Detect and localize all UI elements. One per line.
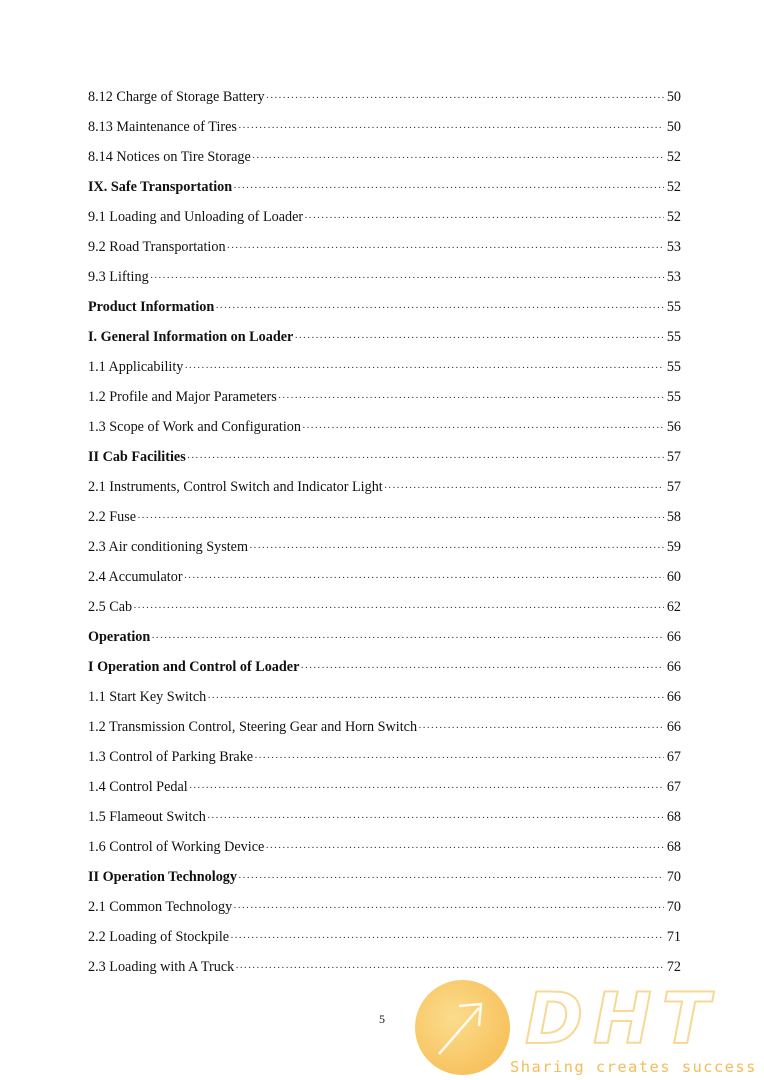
dot-leader bbox=[137, 503, 664, 533]
arrow-logo-icon bbox=[415, 980, 510, 1075]
toc-entry-page: 52 bbox=[666, 179, 681, 195]
toc-entry[interactable] bbox=[88, 82, 681, 112]
toc-entry-label: 8.12 Charge of Storage Battery bbox=[88, 89, 265, 105]
dot-leader bbox=[151, 623, 664, 653]
toc-entry-page: 50 bbox=[666, 89, 681, 105]
toc-entry-label: Operation bbox=[88, 629, 151, 645]
toc-entry-page: 57 bbox=[666, 449, 681, 465]
toc-entry[interactable] bbox=[88, 862, 681, 892]
toc-entry-label: 1.3 Scope of Work and Configuration bbox=[88, 419, 301, 435]
dot-leader bbox=[252, 143, 664, 173]
toc-entry-label: 2.1 Instruments, Control Switch and Indicator Light bbox=[88, 479, 383, 495]
watermark bbox=[415, 978, 764, 1080]
dot-leader bbox=[418, 713, 664, 743]
toc-entry-label: 2.1 Common Technology bbox=[88, 899, 233, 915]
toc-entry[interactable] bbox=[88, 142, 681, 172]
toc-entry-page: 62 bbox=[666, 599, 681, 615]
toc-entry[interactable] bbox=[88, 202, 681, 232]
dot-leader bbox=[184, 563, 664, 593]
toc-entry-page: 66 bbox=[666, 719, 681, 735]
dot-leader bbox=[150, 263, 664, 293]
dot-leader bbox=[187, 443, 664, 473]
toc-entry[interactable] bbox=[88, 382, 681, 412]
page-number: 5 bbox=[379, 1012, 385, 1026]
toc-entry-label: 2.5 Cab bbox=[88, 599, 133, 615]
toc-entry-page: 50 bbox=[666, 119, 681, 135]
toc-entry[interactable] bbox=[88, 682, 681, 712]
toc-entry-label: 1.2 Transmission Control, Steering Gear and Horn Switch bbox=[88, 719, 418, 735]
dot-leader bbox=[278, 383, 664, 413]
toc-entry[interactable] bbox=[88, 742, 681, 772]
toc-entry-label: 2.2 Fuse bbox=[88, 509, 137, 525]
dot-leader bbox=[265, 833, 664, 863]
dot-leader bbox=[184, 353, 664, 383]
toc-entry-label: 1.1 Start Key Switch bbox=[88, 689, 207, 705]
toc-entry-label: 8.13 Maintenance of Tires bbox=[88, 119, 237, 135]
toc-entry-page: 66 bbox=[666, 689, 681, 705]
toc-entry-label: 2.3 Air conditioning System bbox=[88, 539, 249, 555]
toc-entry-page: 57 bbox=[666, 479, 681, 495]
dot-leader bbox=[266, 83, 664, 113]
toc-entry-page: 55 bbox=[666, 389, 681, 405]
toc-entry-label: 1.6 Control of Working Device bbox=[88, 839, 265, 855]
toc-entry[interactable] bbox=[88, 562, 681, 592]
toc-entry[interactable] bbox=[88, 502, 681, 532]
toc-entry[interactable] bbox=[88, 622, 681, 652]
toc-entry-page: 67 bbox=[666, 779, 681, 795]
toc-entry-page: 53 bbox=[666, 269, 681, 285]
toc-entry-label: 1.5 Flameout Switch bbox=[88, 809, 206, 825]
toc-entry[interactable] bbox=[88, 532, 681, 562]
toc-entry-label: 2.4 Accumulator bbox=[88, 569, 183, 585]
toc-entry[interactable] bbox=[88, 262, 681, 292]
dot-leader bbox=[230, 923, 664, 953]
toc-entry-label: 1.3 Control of Parking Brake bbox=[88, 749, 254, 765]
dot-leader bbox=[189, 773, 664, 803]
toc-entry-label: 1.1 Applicability bbox=[88, 359, 184, 375]
dot-leader bbox=[133, 593, 664, 623]
toc-entry-label: 2.2 Loading of Stockpile bbox=[88, 929, 230, 945]
toc-entry[interactable] bbox=[88, 652, 681, 682]
toc-entry-page: 66 bbox=[666, 629, 681, 645]
dot-leader bbox=[294, 323, 664, 353]
dot-leader bbox=[233, 173, 664, 203]
toc-entry[interactable] bbox=[88, 172, 681, 202]
dot-leader bbox=[207, 683, 664, 713]
toc-entry-page: 68 bbox=[666, 839, 681, 855]
toc-entry-label: IX. Safe Transportation bbox=[88, 179, 233, 195]
toc-entry-page: 55 bbox=[666, 359, 681, 375]
dot-leader bbox=[238, 863, 664, 893]
toc-entry[interactable] bbox=[88, 442, 681, 472]
dot-leader bbox=[254, 743, 664, 773]
table-of-contents bbox=[88, 82, 681, 982]
dot-leader bbox=[300, 653, 664, 683]
toc-entry-label: 8.14 Notices on Tire Storage bbox=[88, 149, 251, 165]
toc-entry-page: 60 bbox=[666, 569, 681, 585]
toc-entry-page: 67 bbox=[666, 749, 681, 765]
toc-entry-label: II Operation Technology bbox=[88, 869, 237, 885]
toc-entry-page: 55 bbox=[666, 299, 681, 315]
toc-entry-page: 53 bbox=[666, 239, 681, 255]
toc-entry-page: 66 bbox=[666, 659, 681, 675]
toc-entry-page: 70 bbox=[666, 899, 681, 915]
toc-entry-label: I. General Information on Loader bbox=[88, 329, 294, 345]
toc-entry[interactable] bbox=[88, 352, 681, 382]
toc-entry[interactable] bbox=[88, 322, 681, 352]
toc-entry-label: 9.2 Road Transportation bbox=[88, 239, 226, 255]
toc-entry-page: 52 bbox=[666, 209, 681, 225]
watermark-tagline: Sharing creates success bbox=[510, 1058, 757, 1076]
dot-leader bbox=[238, 113, 664, 143]
toc-entry-page: 59 bbox=[666, 539, 681, 555]
toc-entry-label: I Operation and Control of Loader bbox=[88, 659, 300, 675]
toc-entry[interactable] bbox=[88, 412, 681, 442]
dot-leader bbox=[249, 533, 664, 563]
toc-entry-label: 9.3 Lifting bbox=[88, 269, 149, 285]
toc-entry-page: 71 bbox=[666, 929, 681, 945]
toc-entry[interactable] bbox=[88, 832, 681, 862]
toc-entry[interactable] bbox=[88, 232, 681, 262]
toc-entry[interactable] bbox=[88, 112, 681, 142]
toc-entry-page: 52 bbox=[666, 149, 681, 165]
dot-leader bbox=[233, 893, 664, 923]
toc-entry-page: 56 bbox=[666, 419, 681, 435]
toc-entry-label: 1.2 Profile and Major Parameters bbox=[88, 389, 277, 405]
dot-leader bbox=[227, 233, 664, 263]
toc-entry[interactable] bbox=[88, 802, 681, 832]
toc-entry-page: 70 bbox=[666, 869, 681, 885]
toc-entry[interactable] bbox=[88, 772, 681, 802]
toc-entry-label: 9.1 Loading and Unloading of Loader bbox=[88, 209, 304, 225]
dot-leader bbox=[215, 293, 664, 323]
toc-entry[interactable] bbox=[88, 472, 681, 502]
toc-entry[interactable] bbox=[88, 922, 681, 952]
toc-entry[interactable] bbox=[88, 592, 681, 622]
dot-leader bbox=[302, 413, 664, 443]
toc-entry-label: 1.4 Control Pedal bbox=[88, 779, 188, 795]
toc-entry-page: 58 bbox=[666, 509, 681, 525]
toc-entry[interactable] bbox=[88, 892, 681, 922]
watermark-logo-text: DHT bbox=[525, 978, 720, 1060]
toc-entry-label: 2.3 Loading with A Truck bbox=[88, 959, 235, 975]
toc-entry-page: 68 bbox=[666, 809, 681, 825]
dot-leader bbox=[207, 803, 664, 833]
dot-leader bbox=[304, 203, 664, 233]
toc-entry[interactable] bbox=[88, 292, 681, 322]
toc-entry[interactable] bbox=[88, 712, 681, 742]
toc-entry-page: 55 bbox=[666, 329, 681, 345]
toc-entry-label: II Cab Facilities bbox=[88, 449, 186, 465]
dot-leader bbox=[384, 473, 664, 503]
toc-entry-page: 72 bbox=[666, 959, 681, 975]
toc-entry-label: Product Information bbox=[88, 299, 215, 315]
